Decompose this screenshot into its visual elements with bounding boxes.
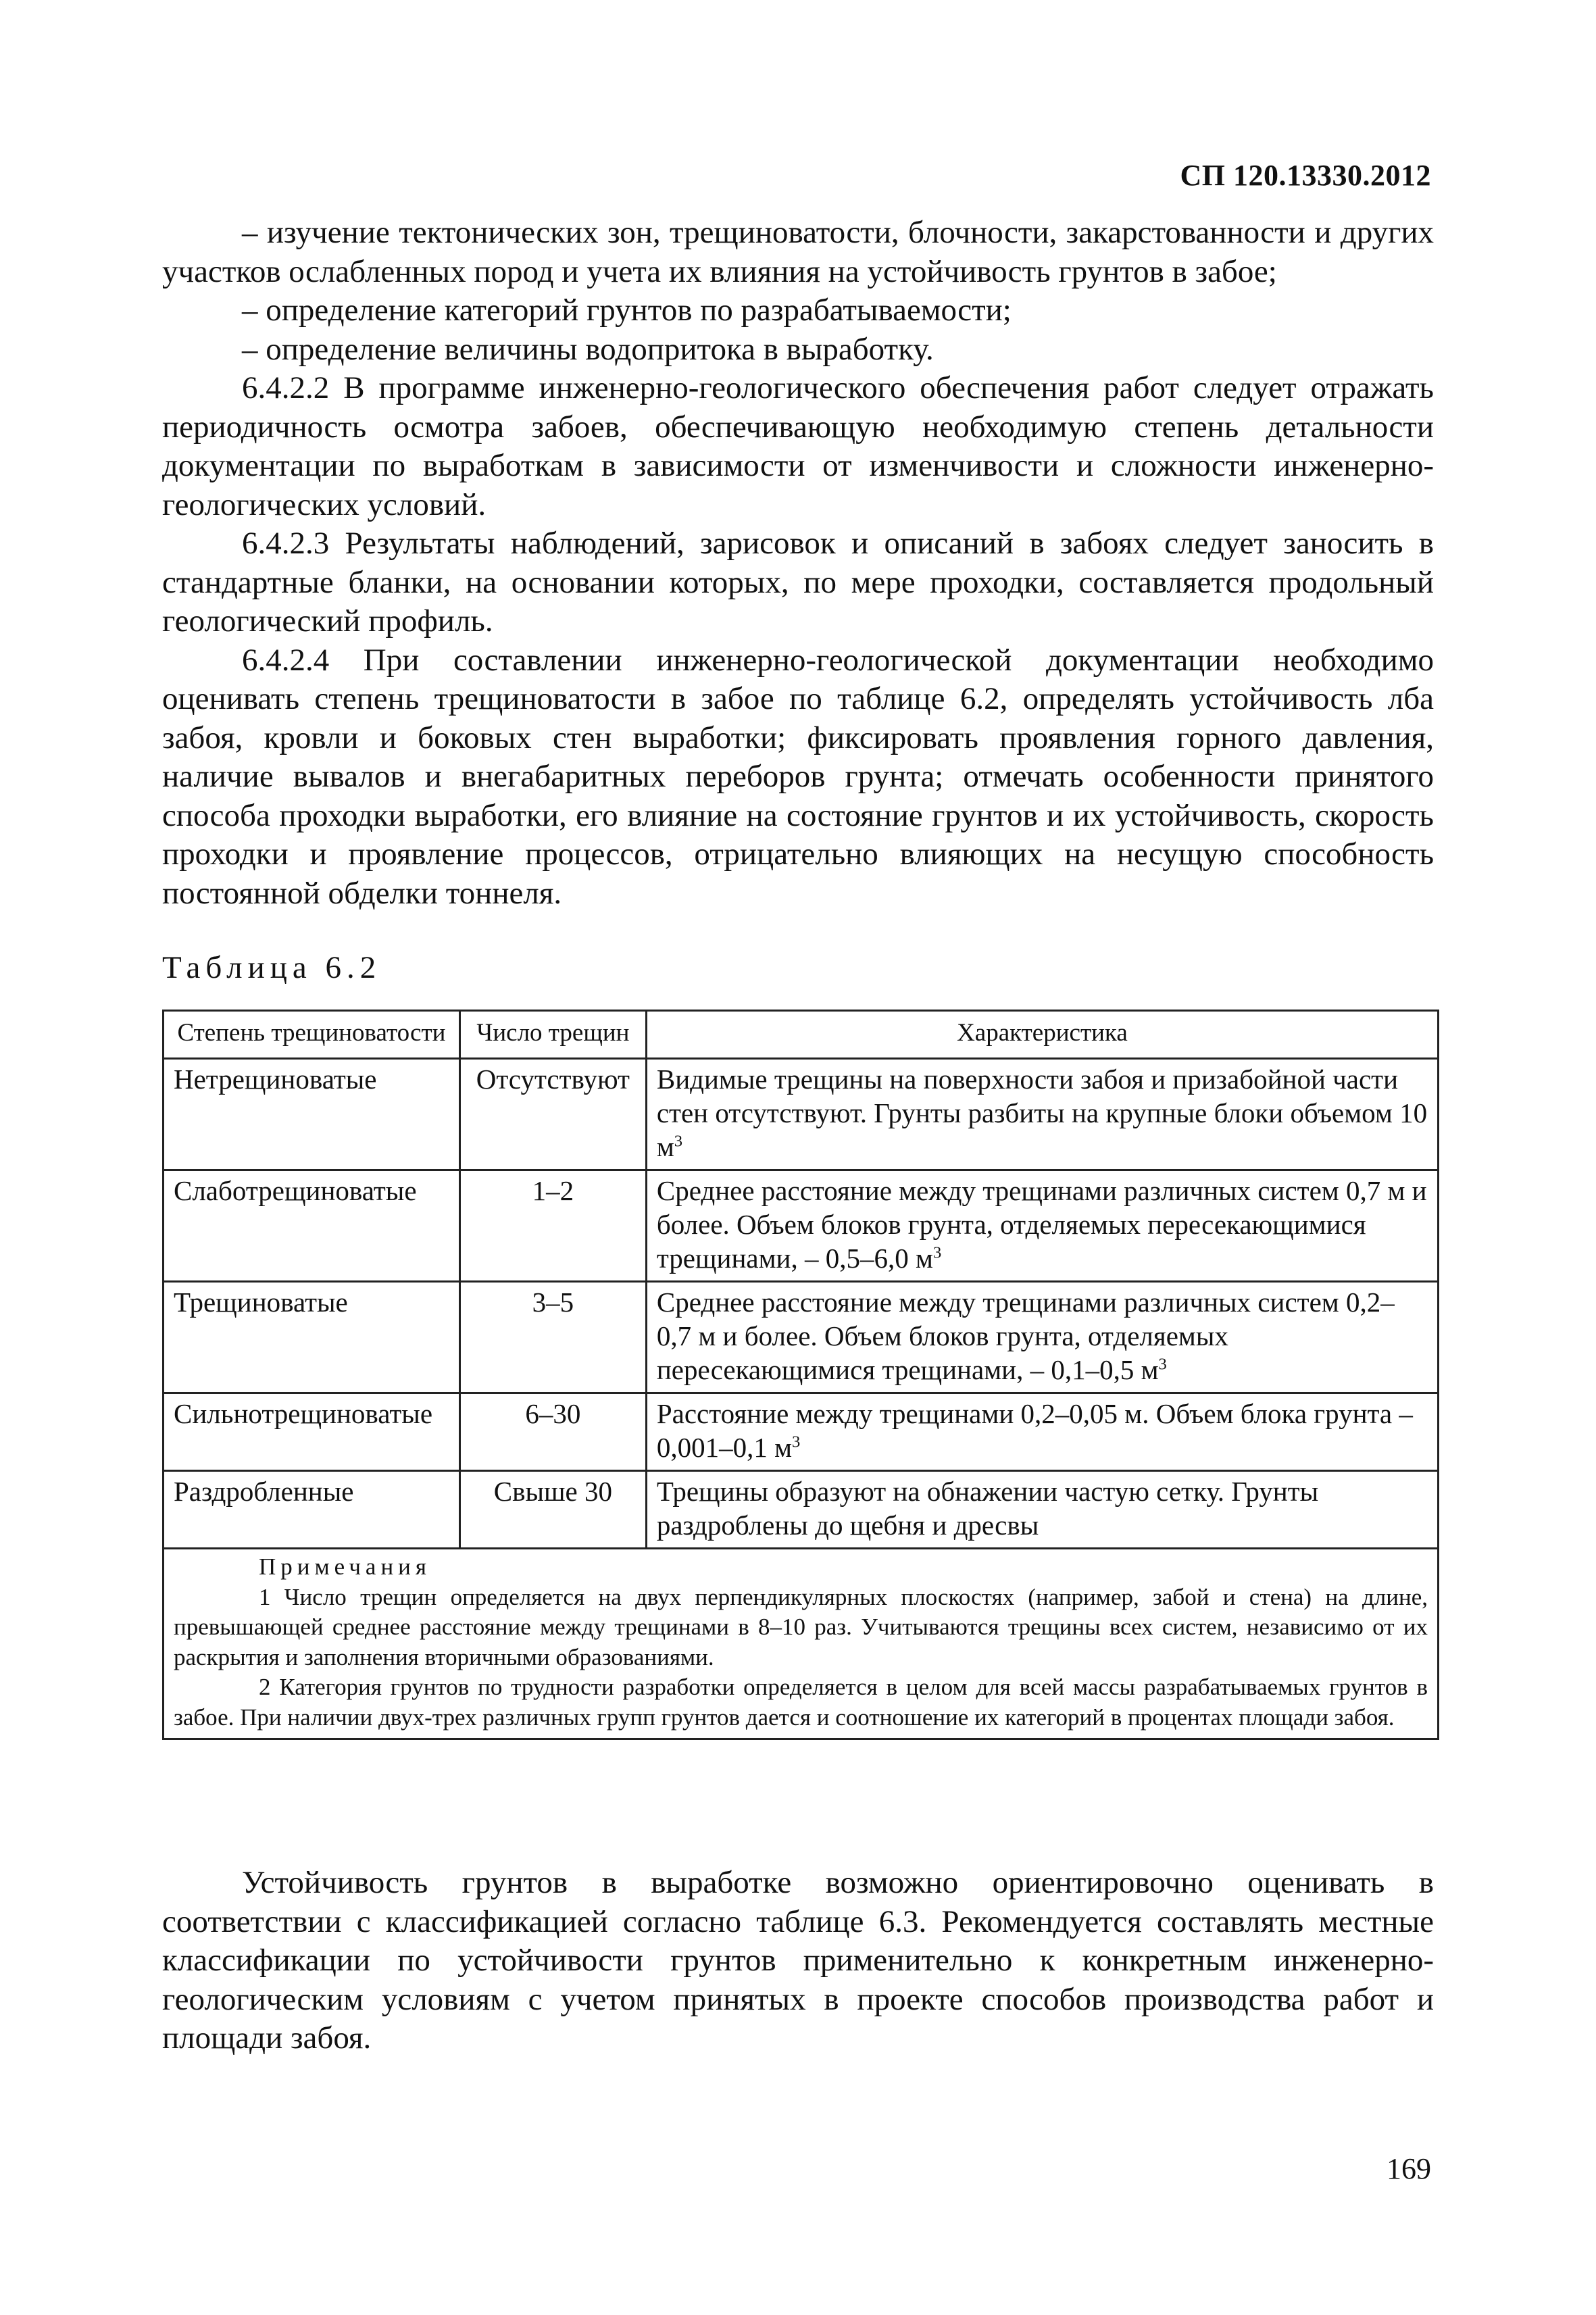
description-text: Видимые трещины на поверхности забоя и призабойной части стен отсутствуют. Грунты разбиты на крупные блоки объемом 10 м <box>656 1064 1428 1162</box>
table-caption: Таблица 6.2 <box>162 950 382 985</box>
description-text: Среднее расстояние между трещинами различных систем 0,2–0,7 м и более. Объем блоков грунта, отделяемых пересекающимися трещинами, – 0,1–0,5 м <box>656 1287 1395 1385</box>
paragraph: 6.4.2.2 В программе инженерно-геологического обеспечения работ следует отражать периодичность осмотра забоев, обеспечивающую необходимую степень детальности документации по выработкам в зависимости от изменчивости и сложности инженерно-геологических условий. <box>162 370 1434 522</box>
paragraph: 6.4.2.3 Результаты наблюдений, зарисовок и описаний в забоях следует заносить в стандартные бланки, на основании которых, по мере проходки, составляется продольный геологический профиль. <box>162 526 1434 639</box>
table-row <box>164 1170 1439 1282</box>
table-row <box>164 1059 1439 1170</box>
cell-description <box>646 1170 1438 1282</box>
table-notes <box>164 1549 1439 1739</box>
paragraph: – определение категорий грунтов по разрабатываемости; <box>242 293 1012 328</box>
cell-count: 1–2 <box>459 1170 646 1282</box>
cell-count: Свыше 30 <box>459 1471 646 1549</box>
note-item: 1 Число трещин определяется на двух перпендикулярных плоскостях (например, забой и стена) на длине, превышающей среднее расстояние между трещинами в 8–10 раз. Учитываются трещины всех систем, независимо от их раскрытия и заполнения вторичными образованиями. <box>174 1583 1428 1670</box>
page-number: 169 <box>1387 2152 1431 2185</box>
note-item: 2 Категория грунтов по трудности разработки определяется в целом для всей массы разрабатываемых грунтов в забое. При наличии двух-трех различных групп грунтов дается и соотношение их категорий в процентах площади забоя. <box>174 1674 1428 1731</box>
unit-superscript: 3 <box>792 1433 801 1451</box>
cell-count: 6–30 <box>459 1393 646 1471</box>
header-degree: Степень трещиноватости <box>164 1011 460 1059</box>
paragraph: 6.4.2.4 При составлении инженерно-геологической документации необходимо оценивать степень трещиноватости в забое по таблице 6.2, определять устойчивость лба забоя, кровли и боковых стен выработки; фиксировать проявления горного давления, наличие вывалов и внегабаритных переборов грунта; отмечать особенности принятого способа проходки выработки, его влияние на состояние грунтов и их устойчивость, скорость проходки и проявление процессов, отрицательно влияющих на несущую способность постоянной обделки тоннеля. <box>162 642 1434 911</box>
unit-superscript: 3 <box>674 1132 683 1151</box>
cell-description <box>646 1393 1438 1471</box>
table-row <box>164 1282 1439 1393</box>
cell-count: 3–5 <box>459 1282 646 1393</box>
cell-degree: Раздробленные <box>164 1471 460 1549</box>
cell-degree: Сильнотрещиноватые <box>164 1393 460 1471</box>
description-text: Среднее расстояние между трещинами различных систем 0,7 м и более. Объем блоков грунта, отделяемых пересекающимися трещинами, – 0,5–6,0 м <box>656 1175 1427 1274</box>
unit-superscript: 3 <box>1158 1355 1167 1374</box>
paragraph: Устойчивость грунтов в выработке возможно ориентировочно оценивать в соответствии с классификацией согласно таблице 6.3. Рекомендуется составлять местные классификации по устойчивости грунтов применительно к конкретным инженерно-геологическим условиям с учетом принятых в проекте способов производства работ и площади забоя. <box>162 1865 1434 2056</box>
cell-description <box>646 1471 1438 1549</box>
table-header-row <box>164 1011 1439 1059</box>
crack-degree-table <box>162 1010 1439 1740</box>
cell-description <box>646 1059 1438 1170</box>
table-row <box>164 1471 1439 1549</box>
cell-count: Отсутствуют <box>459 1059 646 1170</box>
notes-title: Примечания <box>259 1553 432 1580</box>
header-description: Характеристика <box>646 1011 1438 1059</box>
cell-degree: Трещиноватые <box>164 1282 460 1393</box>
description-text: Расстояние между трещинами 0,2–0,05 м. Объем блока грунта – 0,001–0,1 м <box>656 1398 1413 1463</box>
cell-degree: Нетрещиноватые <box>164 1059 460 1170</box>
header-count: Число трещин <box>459 1011 646 1059</box>
cell-description <box>646 1282 1438 1393</box>
table-row <box>164 1393 1439 1471</box>
body-text-top <box>162 214 1434 913</box>
unit-superscript: 3 <box>932 1243 942 1262</box>
paragraph: – изучение тектонических зон, трещиноватости, блочности, закарстованности и других участков ослабленных пород и учета их влияния на устойчивость грунтов в забое; <box>162 215 1434 289</box>
table-notes-row <box>164 1549 1439 1739</box>
cell-degree: Слаботрещиноватые <box>164 1170 460 1282</box>
document-code: СП 120.13330.2012 <box>1180 159 1431 192</box>
paragraph: – определение величины водопритока в выработку. <box>242 331 934 367</box>
body-text-bottom <box>162 1864 1434 2058</box>
description-text: Трещины образуют на обнажении частую сетку. Грунты раздроблены до щебня и дресвы <box>656 1476 1319 1541</box>
